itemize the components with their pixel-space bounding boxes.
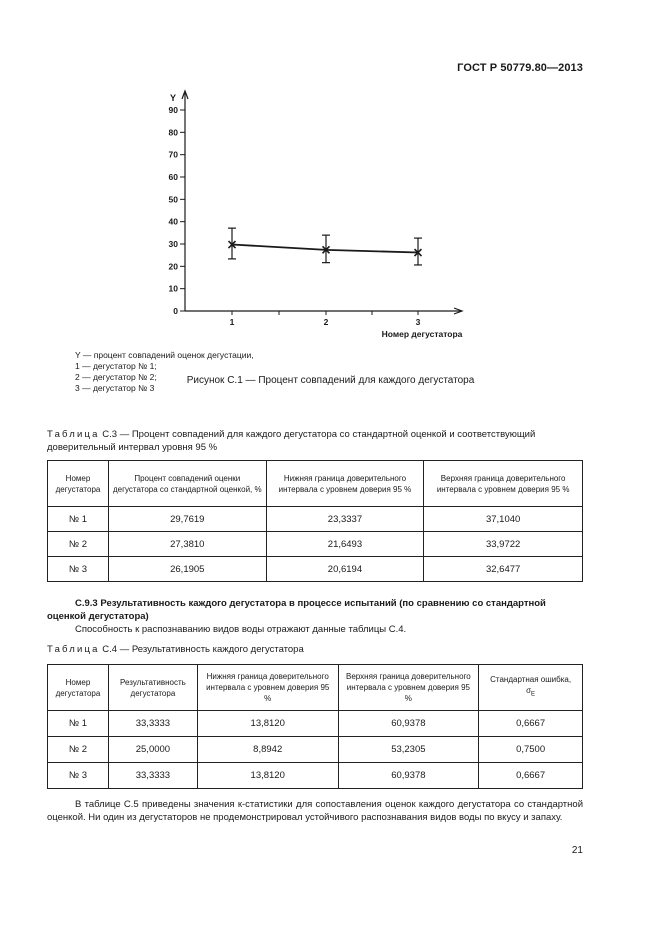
header-cell: Результативность дегустатора	[108, 665, 197, 711]
table-cell: 0,7500	[479, 737, 583, 763]
table-cell: 60,9378	[338, 711, 479, 737]
y-tick-label: 0	[173, 306, 178, 316]
document-header: ГОСТ Р 50779.80—2013	[457, 62, 583, 74]
table-cell: 26,1905	[108, 557, 266, 582]
legend-line-3: 3 — дегустатор № 3	[75, 383, 155, 393]
page-number: 21	[571, 845, 583, 856]
table-cell: 13,8120	[197, 763, 338, 789]
sigma-subscript: E	[531, 691, 536, 698]
y-tick-label: 40	[168, 216, 178, 227]
figure-caption: Рисунок С.1 — Процент совпадений для каждого дегустатора	[186, 375, 475, 386]
header-cell: Процент совпадений оценки дегустатора со стандартной оценкой, %	[108, 461, 266, 507]
x-axis-label: Номер дегустатора	[381, 329, 463, 339]
y-tick-label: 50	[168, 194, 178, 205]
header-cell: Нижняя граница доверительного интервала с уровнем доверия 95 %	[266, 461, 424, 507]
table-cell: 0,6667	[479, 711, 583, 737]
table-c3-caption-text: С.3 — Процент совпадений для каждого дегустатора со стандартной оценкой и соответствующий доверительный интервал уровня 95 %	[47, 429, 536, 453]
y-axis-label: Y	[169, 93, 177, 103]
table-cell: 8,8942	[197, 737, 338, 763]
table-header-row	[48, 461, 583, 507]
x-tick-label: 2	[323, 317, 329, 327]
table-cell: 23,3337	[266, 507, 424, 532]
table-cell: 60,9378	[338, 763, 479, 789]
section-title: С.9.3 Результативность каждого дегустатора в процессе испытаний (по сравнению со стандартной оценкой дегустатора)	[47, 598, 546, 622]
y-tick-label: 90	[168, 105, 178, 115]
table-cell: № 3	[48, 557, 109, 582]
y-tick-label: 60	[168, 172, 178, 182]
table-cell: 33,3333	[108, 711, 197, 737]
legend-line-1: 1 — дегустатор № 1;	[75, 361, 157, 371]
table-cell: 37,1040	[424, 507, 583, 532]
y-tick-label: 70	[168, 149, 178, 160]
x-tick-label: 3	[415, 317, 421, 327]
sigma-symbol: σ	[526, 686, 532, 696]
table-c3	[47, 460, 583, 582]
header-cell-text: Стандартная ошибка,	[490, 675, 572, 685]
header-cell: Номер дегустатора	[48, 461, 109, 507]
legend-line-2: 2 — дегустатор № 2;	[75, 372, 157, 382]
table-cell: 20,6194	[266, 557, 424, 582]
section-c93	[47, 597, 583, 636]
table-cell: № 2	[48, 737, 109, 763]
x-tick-label: 1	[229, 317, 235, 327]
table-c4	[47, 664, 583, 789]
y-tick-label: 10	[168, 283, 178, 294]
table-cell: 13,8120	[197, 711, 338, 737]
table-cell: 0,6667	[479, 763, 583, 789]
table-cell: 21,6493	[266, 532, 424, 557]
table-row	[48, 737, 583, 763]
table-cell: 29,7619	[108, 507, 266, 532]
table-row	[48, 763, 583, 789]
table-cell: № 2	[48, 532, 109, 557]
table-cell: № 3	[48, 763, 109, 789]
table-cell: 33,3333	[108, 763, 197, 789]
y-tick-label: 80	[168, 127, 178, 138]
header-cell: Верхняя граница доверительного интервала с уровнем доверия 95 %	[424, 461, 583, 507]
y-tick-label: 30	[168, 239, 178, 249]
table-cell: № 1	[48, 507, 109, 532]
table-c4-label: Таблица	[47, 644, 100, 655]
table-c4-caption-text: С.4 — Результативность каждого дегустатора	[102, 644, 304, 655]
section-text: Способность к распознаванию видов воды отражают данные таблицы С.4.	[75, 624, 407, 635]
table-cell: 32,6477	[424, 557, 583, 582]
percent-match-chart	[150, 85, 480, 345]
table-row	[48, 532, 583, 557]
header-cell: Верхняя граница доверительного интервала с уровнем доверия 95 %	[338, 665, 479, 711]
table-cell: 25,0000	[108, 737, 197, 763]
table-cell: 33,9722	[424, 532, 583, 557]
table-row	[48, 711, 583, 737]
table-c3-label: Таблица	[47, 429, 100, 440]
table-c3-caption	[47, 428, 587, 454]
table-cell: № 1	[48, 711, 109, 737]
header-cell: Номер дегустатора	[48, 665, 109, 711]
legend-line-y: Y — процент совпадений оценок дегустации,	[75, 350, 254, 360]
table-row	[48, 507, 583, 532]
y-tick-label: 20	[168, 261, 178, 272]
header-cell	[479, 665, 583, 711]
header-cell: Нижняя граница доверительного интервала с уровнем доверия 95 %	[197, 665, 338, 711]
closing-paragraph: В таблице С.5 приведены значения к-статистики для сопоставления оценок каждого дегустатора со стандартной оценкой. Ни один из дегустаторов не продемонстрировал устойчивого распознавания видов воды по вкусу и запаху.	[47, 799, 583, 823]
figure-legend	[75, 350, 254, 394]
table-c4-caption	[47, 643, 587, 656]
table-header-row	[48, 665, 583, 711]
table-cell: 53,2305	[338, 737, 479, 763]
table-cell: 27,3810	[108, 532, 266, 557]
table-row	[48, 557, 583, 582]
